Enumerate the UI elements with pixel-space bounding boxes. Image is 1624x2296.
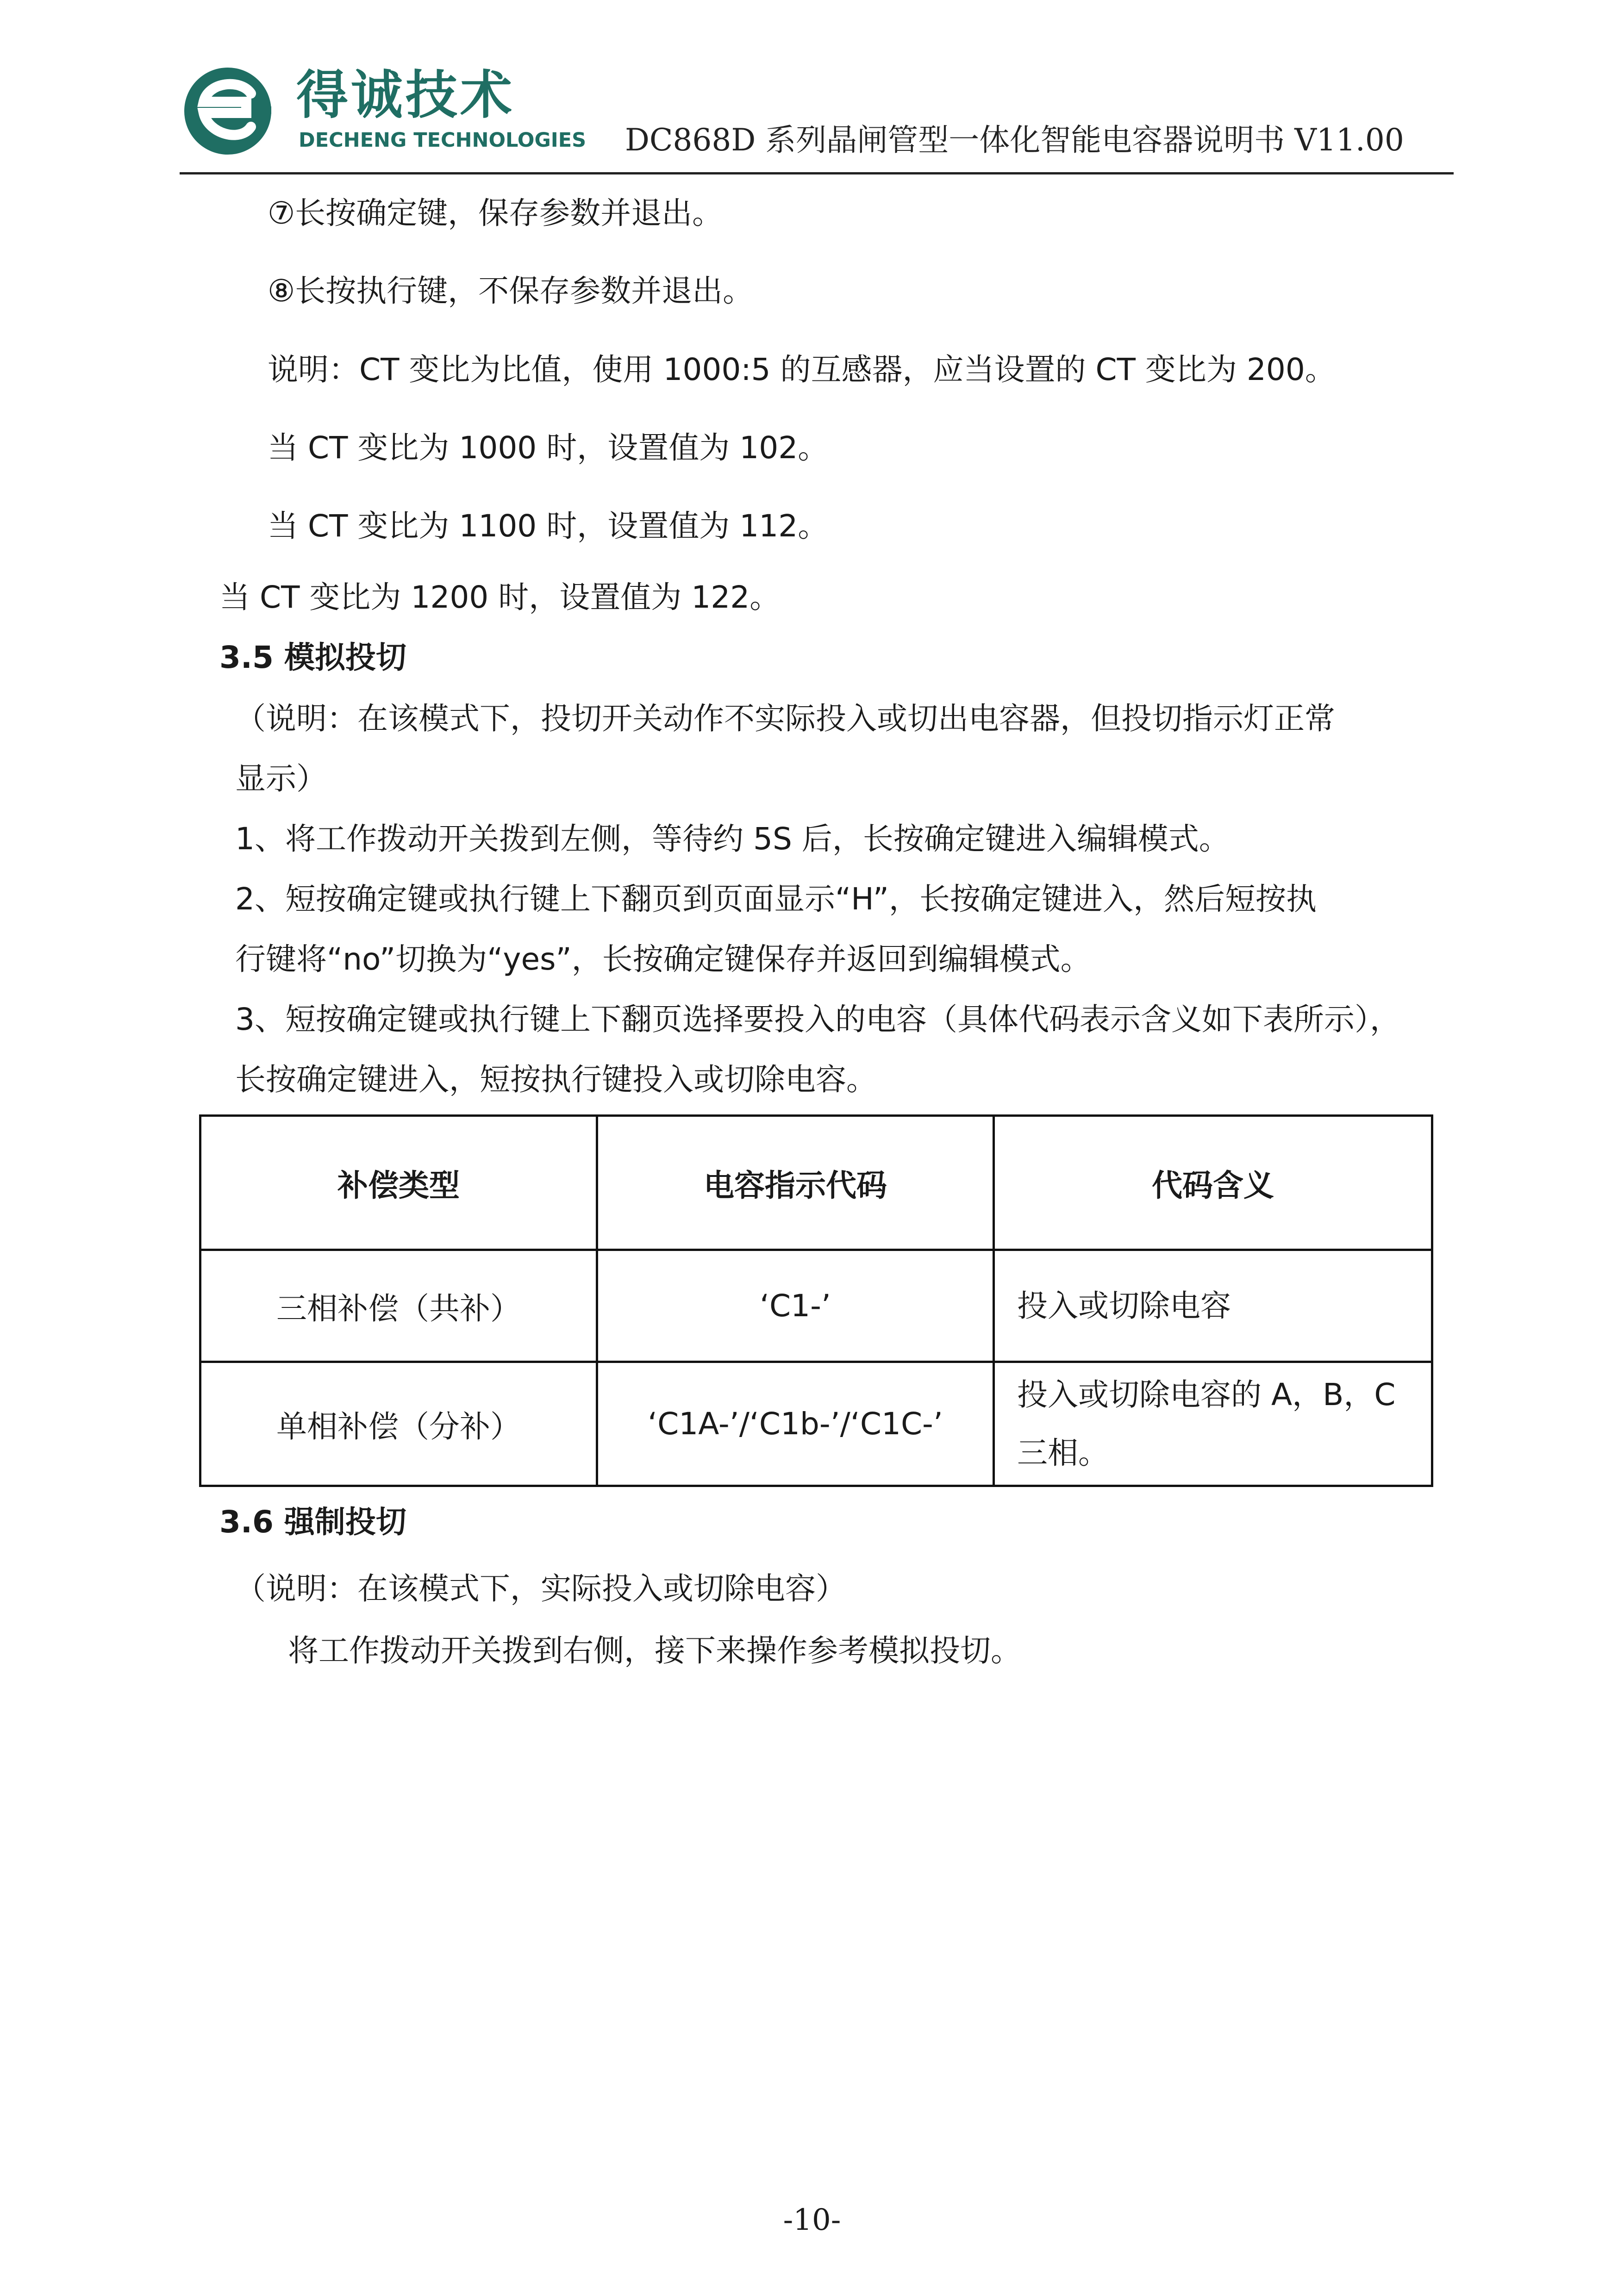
table-cell: 三相补偿（共补）	[200, 1250, 597, 1362]
section-3-5-item1: 1、将工作拨动开关拨到左侧，等待约 5S 后，长按确定键进入编辑模式。	[235, 821, 1230, 857]
table-header-row	[200, 1116, 1432, 1250]
ct-1200-text: 当 CT 变比为 1200 时，设置值为 122。	[219, 579, 781, 615]
section-3-6-text: 将工作拨动开关拨到右侧，接下来操作参考模拟投切。	[288, 1633, 1021, 1668]
header-divider	[180, 172, 1454, 174]
table-cell: ‘C1A-’/‘C1b-’/‘C1C-’	[597, 1362, 994, 1486]
table-header-cell: 代码含义	[994, 1116, 1432, 1250]
section-3-6-heading: 3.6 强制投切	[219, 1504, 406, 1540]
section-3-6-note: （说明：在该模式下，实际投入或切除电容）	[235, 1571, 846, 1606]
table-row	[200, 1362, 1432, 1486]
table-header-cell: 电容指示代码	[597, 1116, 994, 1250]
ct-1100-text: 当 CT 变比为 1100 时，设置值为 112。	[268, 508, 829, 544]
step-7-text: ⑦长按确定键，保存参数并退出。	[268, 195, 723, 231]
company-logo-icon	[181, 65, 274, 157]
section-3-5-item2-line1: 2、短按确定键或执行键上下翻页到页面显示“H”，长按确定键进入，然后短按执	[235, 881, 1317, 917]
table-cell: ‘C1-’	[597, 1250, 994, 1362]
table-row	[200, 1250, 1432, 1362]
ct-1000-text: 当 CT 变比为 1000 时，设置值为 102。	[268, 430, 829, 466]
section-3-5-item3-line1: 3、短按确定键或执行键上下翻页选择要投入的电容（具体代码表示含义如下表所示），	[235, 1002, 1400, 1037]
table-cell	[994, 1362, 1432, 1486]
table-cell: 单相补偿（分补）	[200, 1362, 597, 1486]
company-name-cn: 得诚技术	[296, 65, 515, 125]
step-8-text: ⑧长按执行键，不保存参数并退出。	[268, 273, 754, 309]
section-3-5-note-line1: （说明：在该模式下，投切开关动作不实际投入或切出电容器，但投切指示灯正常	[235, 701, 1335, 736]
table-cell-line: 三相。	[1017, 1435, 1109, 1471]
document-title: DC868D 系列晶闸管型一体化智能电容器说明书 V11.00	[625, 122, 1404, 158]
section-3-5-heading: 3.5 模拟投切	[219, 640, 406, 675]
table-cell-line: 投入或切除电容的 A，B，C	[1017, 1377, 1396, 1413]
company-name-en: DECHENG TECHNOLOGIES	[299, 129, 587, 152]
section-3-5-item3-line2: 长按确定键进入，短按执行键投入或切除电容。	[235, 1062, 877, 1097]
page-number: -10-	[783, 2203, 841, 2237]
table-header-cell: 补偿类型	[200, 1116, 597, 1250]
table-cell: 投入或切除电容	[994, 1250, 1432, 1362]
section-3-5-note-line2: 显示）	[235, 761, 327, 796]
capacitor-code-table	[199, 1114, 1433, 1487]
ct-ratio-note: 说明：CT 变比为比值，使用 1000:5 的互感器，应当设置的 CT 变比为 200。	[268, 352, 1336, 387]
section-3-5-item2-line2: 行键将“no”切换为“yes”，长按确定键保存并返回到编辑模式。	[235, 941, 1091, 977]
